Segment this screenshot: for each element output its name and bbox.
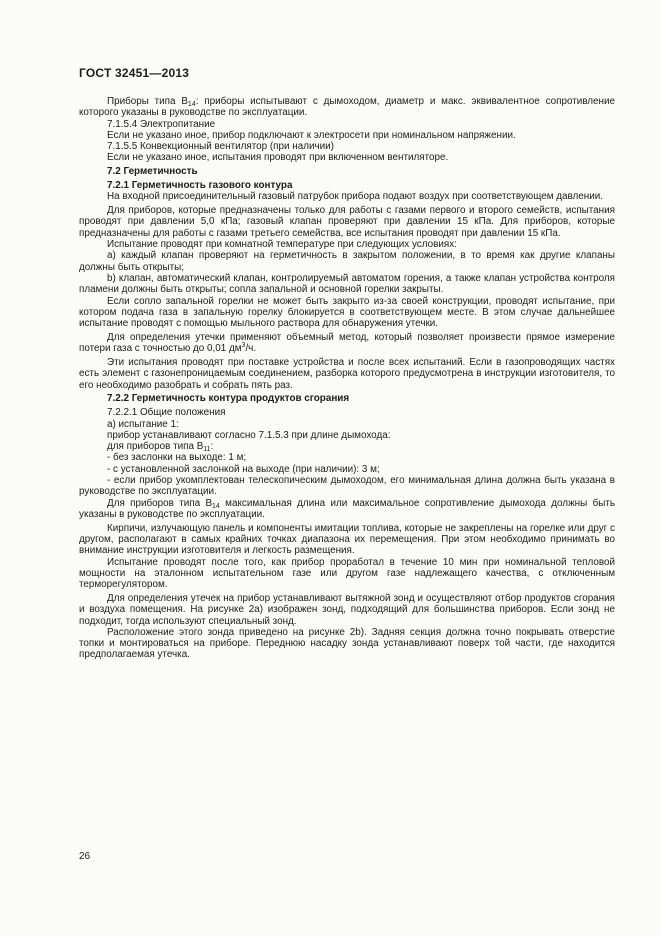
document-body <box>79 96 615 661</box>
section-7-1-5-4: 7.1.5.4 Электропитание <box>107 118 216 130</box>
paragraph: Испытание проводят при комнатной температуре при следующих условиях: <box>107 239 457 251</box>
section-7-2-1-heading: 7.2.1 Герметичность газового контура <box>107 180 293 192</box>
list-item: b) клапан, автоматический клапан, контролируемый автоматом горения, а также клапан устройства контроля пламени должны быть открыты; сопла запальной и основной горелки закрыты. <box>79 272 615 296</box>
paragraph: Расположение этого зонда приведено на рисунке 2b). Задняя секция должна точно покрывать отверстие топки и монтироваться на приборе. Переднюю насадку зонда устанавливают поверх той части, где находится предполагаемая утечка. <box>79 626 615 661</box>
list-item: а) каждый клапан проверяют на герметичность в закрытом положении, в то время как другие клапаны должны быть открыты; <box>79 250 615 273</box>
paragraph: для приборов типа $B_{11}$: <box>107 441 214 454</box>
dash-item: - с установленной заслонкой на выходе (при наличии): 3 м; <box>107 463 380 475</box>
paragraph: Если не указано иное, прибор подключают к электросети при номинальном напряжении. <box>107 129 516 141</box>
paragraph: Эти испытания проводят при поставке устройства и после всех испытаний. Если в газопроводящих частях есть элемент с газонепроницаемым соединением, разборка которого предусмотрена в инструкции изготовителя, то его необходимо разобрать и собрать пять раз. <box>79 357 615 391</box>
paragraph: Приборы типа $B_{14}$: приборы испытывают с дымоходом, диаметр и макс. эквивалентное сопротивление которого указаны в руководстве по эксплуатации. <box>79 96 616 119</box>
paragraph: прибор устанавливают согласно 7.1.5.3 при длине дымохода: <box>107 429 391 441</box>
paragraph: Для определения утечек на прибор устанавливают вытяжной зонд и осуществляют отбор продуктов сгорания и воздуха помещения. На рисунке 2а) изображен зонд, подходящий для большинства приборов. Если зонд не подходит, тогда используют специальный зонд. <box>79 592 615 627</box>
paragraph: Для приборов типа $B_{14}$ максимальная длина или максимальное сопротивление дымохода должны быть указаны в руководстве по эксплуатации. <box>79 497 615 520</box>
section-7-2-heading: 7.2 Герметичность <box>107 166 198 178</box>
section-7-2-2-heading: 7.2.2 Герметичность контура продуктов сгорания <box>107 393 350 405</box>
paragraph: Если сопло запальной горелки не может быть закрыто из-за своей конструкции, проводят испытание, при котором подача газа в запальную горелку блокируется в соответствующем месте. В этом случае дальнейшее испытание проводят с помощью мыльного раствора для обнаружения утечки. <box>79 295 615 330</box>
paragraph: Кирпичи, излучающую панель и компоненты имитации топлива, которые не закреплены на горелке или друг с другом, располагают в самых крайних точках диапазона их перемещения. При этом необходимо принимать во внимание инструкции изготовителя и легкость размещения. <box>79 522 615 557</box>
paragraph: Для приборов, которые предназначены только для работы с газами первого и второго семейств, испытания проводят при давлении 5,0 кПа; газовый клапан проверяют при давлении 15 кПа. Для приборов, которые предназначены для работы с газами третьего семейства, все испытания проводят при давлении 15 кПа. <box>79 205 615 239</box>
list-item: а) испытание 1: <box>107 418 179 430</box>
section-7-2-2-1: 7.2.2.1 Общие положения <box>107 407 226 419</box>
paragraph: Если не указано иное, испытания проводят при включенном вентиляторе. <box>107 152 449 164</box>
paragraph: На входной присоединительный газовый патрубок прибора подают воздух при соответствующем давлении. <box>107 191 604 203</box>
dash-item: - без заслонки на выходе: 1 м; <box>107 452 247 464</box>
standard-header: ГОСТ 32451—2013 <box>79 66 190 80</box>
page-number: 26 <box>79 851 91 862</box>
section-7-1-5-5: 7.1.5.5 Конвекционный вентилятор (при наличии) <box>107 141 334 153</box>
paragraph: Для определения утечки применяют объемный метод, который позволяет произвести прямое измерение потери газа с точностью до 0,01 $дм^3/ч$. <box>79 331 615 355</box>
dash-item: - если прибор укомплектован телескопическим дымоходом, его минимальная длина должна быть указана в руководстве по эксплуатации. <box>79 475 615 498</box>
paragraph: Испытание проводят после того, как прибор проработал в течение 10 мин при номинальной тепловой мощности на эталонном испытательном газе или другом газе надлежащего качества, с отключенным терморегулятором. <box>79 556 615 591</box>
